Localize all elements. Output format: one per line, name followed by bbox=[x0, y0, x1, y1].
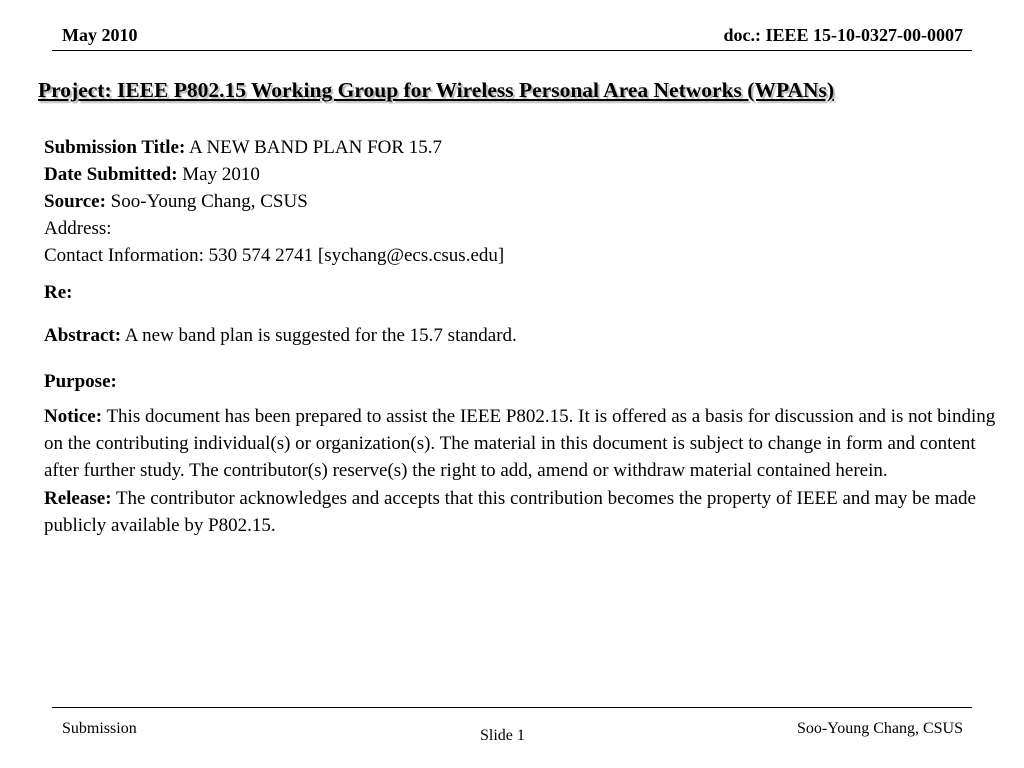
source-line bbox=[44, 188, 308, 215]
notice-value: This document has been prepared to assist the IEEE P802.15. It is offered as a basis for discussion and is not binding on the contributing individual(s) or organization(s). The material in this document is subject to change in form and content after further study. The contributor(s) reserve(s) the right to add, amend or withdraw material contained herein. bbox=[44, 406, 996, 482]
footer-divider bbox=[52, 707, 972, 708]
header-divider bbox=[52, 50, 972, 51]
source-value: Soo-Young Chang, CSUS bbox=[105, 191, 308, 212]
submission-title-value: A NEW BAND PLAN FOR 15.7 bbox=[185, 137, 443, 158]
release-value: The contributor acknowledges and accepts that this contribution becomes the property of IEEE and may be made publicly available by P802.15. bbox=[44, 487, 976, 536]
project-title: Project: IEEE P802.15 Working Group for Wireless Personal Area Networks (WPANs) bbox=[38, 78, 835, 102]
footer-author: Soo-Young Chang, CSUS bbox=[797, 720, 963, 737]
re-label: Re: bbox=[44, 282, 73, 303]
submission-title-line bbox=[44, 134, 442, 161]
notice-paragraph bbox=[44, 403, 1009, 485]
date-submitted-value: May 2010 bbox=[177, 164, 260, 185]
abstract-label: Abstract: bbox=[44, 325, 122, 346]
address-line: Address: bbox=[44, 218, 112, 239]
abstract-line bbox=[44, 322, 517, 349]
abstract-value: A new band plan is suggested for the 15.7 standard. bbox=[121, 325, 517, 346]
release-paragraph bbox=[44, 485, 1009, 539]
header-doc-id: doc.: IEEE 15-10-0327-00-0007 bbox=[723, 25, 963, 45]
source-label: Source: bbox=[44, 191, 106, 212]
date-submitted-label: Date Submitted: bbox=[44, 164, 178, 185]
purpose-label: Purpose: bbox=[44, 371, 117, 392]
footer-submission: Submission bbox=[62, 720, 137, 737]
submission-title-label: Submission Title: bbox=[44, 137, 186, 158]
release-label: Release: bbox=[44, 487, 112, 509]
footer-slide-number: Slide 1 bbox=[480, 727, 525, 744]
contact-line: Contact Information: 530 574 2741 [sychang@ecs.csus.edu] bbox=[44, 245, 505, 266]
header-date: May 2010 bbox=[62, 25, 138, 45]
notice-release-block bbox=[44, 403, 1009, 539]
date-submitted-line bbox=[44, 161, 260, 188]
notice-label: Notice: bbox=[44, 406, 103, 427]
